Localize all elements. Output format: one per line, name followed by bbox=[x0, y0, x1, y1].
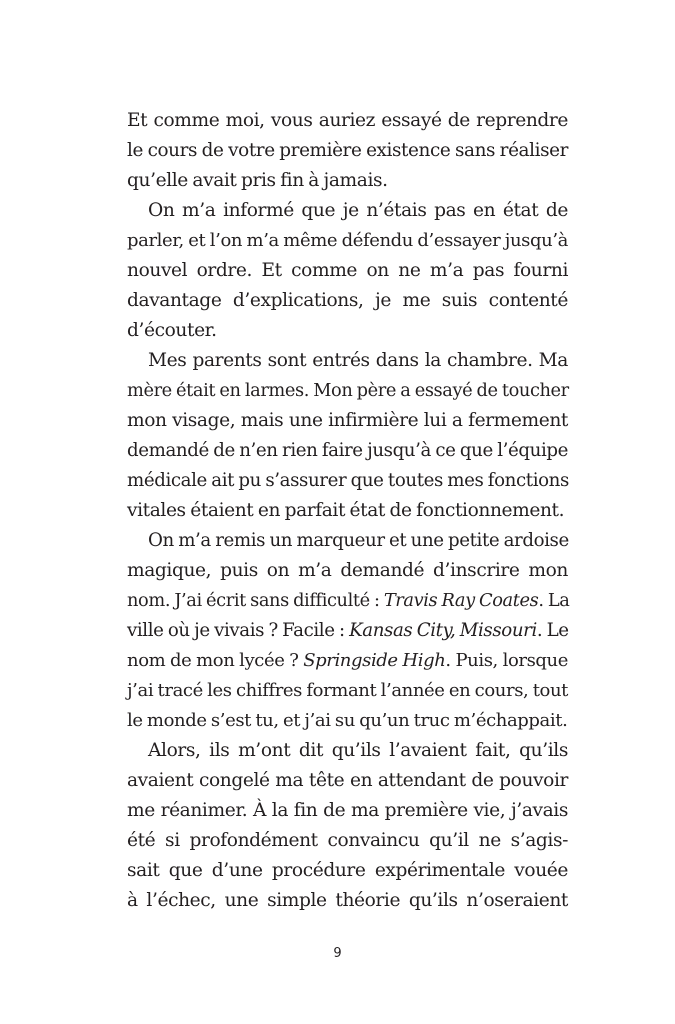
text-run: nom. J’ai écrit sans difficulté : bbox=[127, 590, 384, 611]
text-line bbox=[127, 586, 568, 616]
text-line: le cours de votre première existence sans réaliser bbox=[127, 140, 568, 161]
text-line: mère était en larmes. Mon père a essayé de toucher bbox=[127, 380, 569, 401]
text-line: qu’elle avait pris fin à jamais. bbox=[127, 170, 388, 191]
text-line: nouvel ordre. Et comme on ne m’a pas fourni bbox=[127, 260, 568, 281]
text-line: davantage d’explications, je me suis contenté bbox=[127, 290, 568, 311]
italic-school: Springside High bbox=[303, 650, 446, 671]
text-line: On m’a remis un marqueur et une petite ardoise bbox=[148, 530, 569, 551]
text-line: été si profondément convaincu qu’il ne s’agis- bbox=[127, 830, 568, 851]
text-line: j’ai tracé les chiffres formant l’année en cours, tout bbox=[127, 680, 568, 701]
italic-name: Travis Ray Coates bbox=[383, 590, 539, 611]
body-text bbox=[127, 106, 568, 916]
text-line: avaient congelé ma tête en attendant de pouvoir bbox=[127, 770, 568, 791]
text-line: parler, et l’on m’a même défendu d’essayer jusqu’à bbox=[127, 230, 568, 251]
text-run: . Puis, lorsque bbox=[445, 650, 568, 671]
text-line bbox=[127, 616, 568, 646]
text-line: d’écouter. bbox=[127, 320, 217, 341]
text-line bbox=[127, 646, 568, 676]
text-line: magique, puis on m’a demandé d’inscrire mon bbox=[127, 560, 568, 581]
text-line: Mes parents sont entrés dans la chambre. Ma bbox=[148, 350, 568, 371]
text-run: . Le bbox=[536, 620, 569, 641]
text-line: sait que d’une procédure expérimentale vouée bbox=[127, 860, 568, 881]
text-line: demandé de n’en rien faire jusqu’à ce que l’équipe bbox=[127, 440, 568, 461]
page-number: 9 bbox=[333, 946, 342, 961]
italic-place: Kansas City, Missouri bbox=[349, 620, 537, 641]
text-line: le monde s’est tu, et j’ai su qu’un truc m’échappait. bbox=[127, 710, 568, 731]
text-line: médicale ait pu s’assurer que toutes mes fonctions bbox=[127, 470, 569, 491]
text-line: à l’échec, une simple théorie qu’ils n’oseraient bbox=[127, 890, 568, 911]
text-line: Alors, ils m’ont dit qu’ils l’avaient fait, qu’ils bbox=[148, 740, 568, 761]
text-line: vitales étaient en parfait état de fonctionnement. bbox=[127, 500, 565, 521]
text-line: Et comme moi, vous auriez essayé de reprendre bbox=[127, 110, 568, 131]
text-line: On m’a informé que je n’étais pas en état de bbox=[148, 200, 568, 221]
text-run: nom de mon lycée ? bbox=[127, 650, 304, 671]
text-run: ville où je vivais ? Facile : bbox=[127, 620, 350, 641]
text-line: me réanimer. À la fin de ma première vie, j’avais bbox=[127, 800, 568, 821]
text-line: mon visage, mais une infirmière lui a fermement bbox=[127, 410, 568, 431]
text-run: . La bbox=[538, 590, 570, 611]
